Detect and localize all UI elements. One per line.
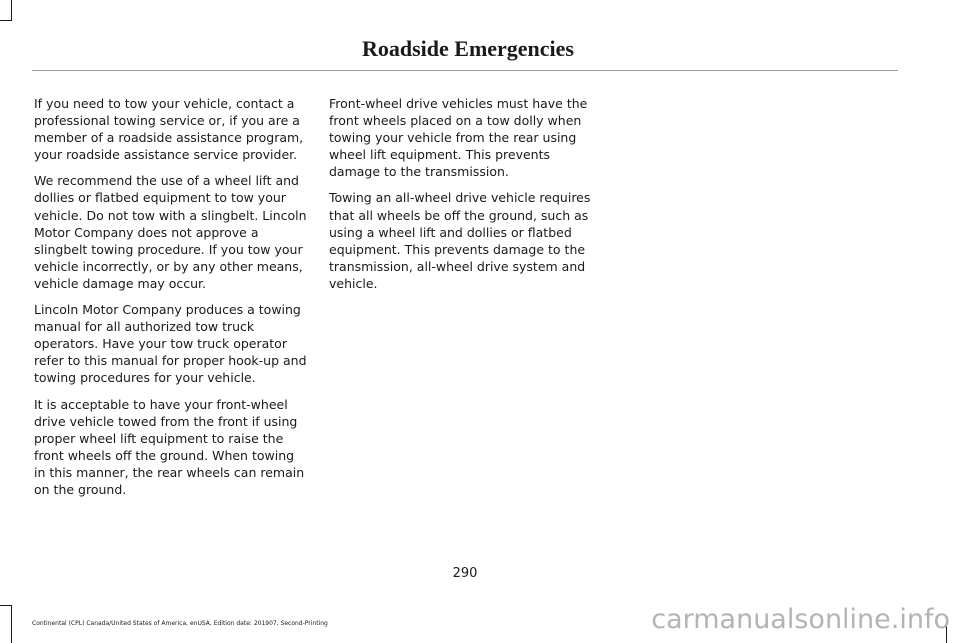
right-column bbox=[329, 95, 603, 301]
page-number: 290 bbox=[452, 566, 478, 581]
paragraph-tow-service: If you need to tow your vehicle, contact a professional towing service or, if you are a member of a roadside assistance program, your roadside assistance service provider. bbox=[34, 96, 304, 163]
paragraph-all-wheel-drive: Towing an all-wheel drive vehicle requires that all wheels be off the ground, such as using a wheel lift and dollies or flatbed equipment. This prevents damage to the transmission, all-wheel drive system and vehicle. bbox=[329, 190, 591, 291]
crop-mark-top-left-vertical bbox=[11, 0, 12, 20]
left-column bbox=[34, 95, 308, 507]
crop-mark-bottom-left-vertical bbox=[11, 605, 12, 643]
crop-mark-top-left-horizontal bbox=[0, 20, 12, 21]
crop-mark-bottom-left-horizontal bbox=[0, 605, 12, 606]
paragraph-rear-tow-dolly: Front-wheel drive vehicles must have the front wheels placed on a tow dolly when towing your vehicle from the rear using wheel lift equipment. This prevents damage to the transmission. bbox=[329, 96, 588, 180]
paragraph-towing-manual: Lincoln Motor Company produces a towing manual for all authorized tow truck operators. Have your tow truck operator refer to this manual for proper hook-up and towing procedures for your vehicle. bbox=[34, 302, 307, 386]
section-title: Roadside Emergencies bbox=[361, 36, 574, 61]
paragraph-recommended-equipment: We recommend the use of a wheel lift and dollies or flatbed equipment to tow your vehicle. Do not tow with a slingbelt. Lincoln Motor Company does not approve a slingbelt towing procedure. If you tow your vehicle incorrectly, or by any other means, vehicle damage may occur. bbox=[34, 173, 307, 291]
edition-footer: Continental (CPL) Canada/United States of America, enUSA, Edition date: 201907, Second-Printing bbox=[32, 620, 328, 627]
watermark: carmanualsonline.info bbox=[651, 604, 950, 635]
header-rule bbox=[32, 70, 898, 71]
paragraph-front-tow: It is acceptable to have your front-wheel drive vehicle towed from the front if using proper wheel lift equipment to raise the front wheels off the ground. When towing in this manner, the rear wheels can remain on the ground. bbox=[34, 396, 305, 497]
